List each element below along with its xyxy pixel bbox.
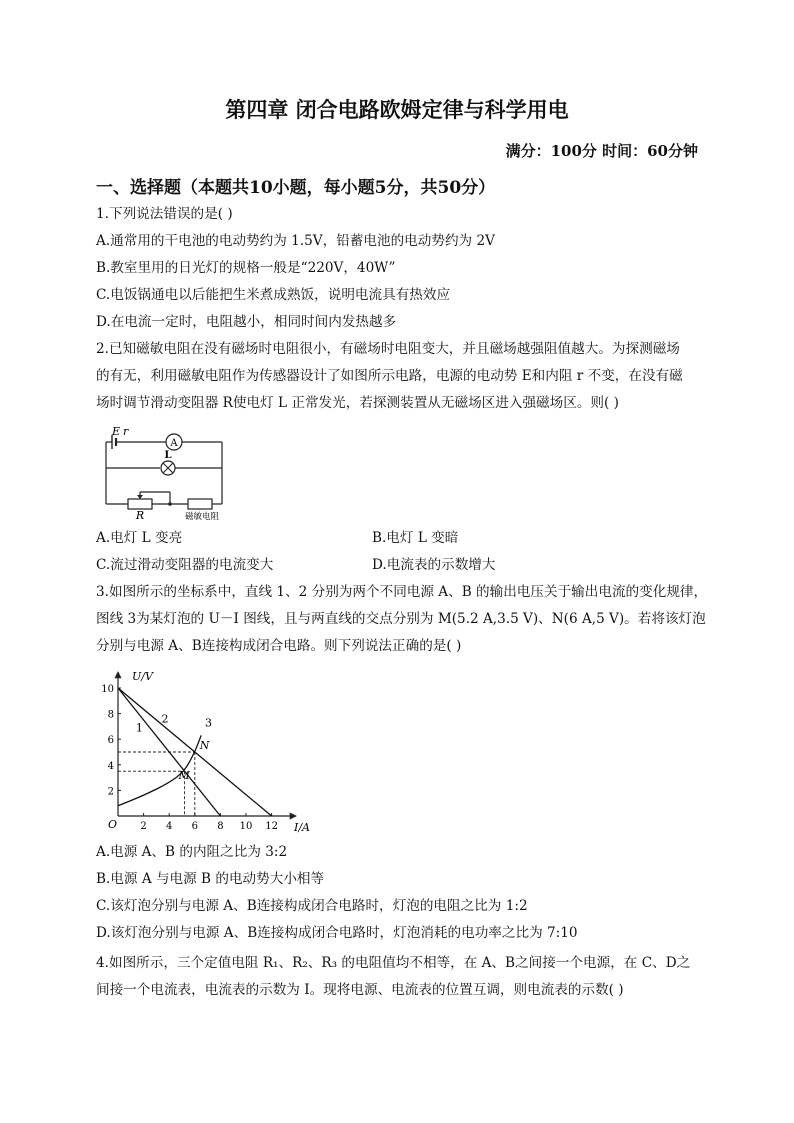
q2-stem-line-2: 的有无，利用磁敏电阻作为传感器设计了如图所示电路，电源的电动势 E和内阻 r 不变，在没有磁	[96, 368, 683, 384]
series-label-2: 2	[161, 712, 169, 726]
series-label-1: 1	[135, 721, 143, 735]
q2-stem-line-1: 2.已知磁敏电阻在没有磁场时电阻很小，有磁场时电阻变大，并且磁场越强阻值越大。为探测磁场	[96, 341, 680, 357]
battery-e-label: E	[112, 425, 121, 438]
point-label-N: N	[199, 739, 210, 752]
q1-option-d: D.在电流一定时，电阻越小，相同时间内发热越多	[96, 314, 397, 330]
q1-option-c: C.电饭锅通电以后能把生米煮成熟饭，说明电流具有热效应	[96, 287, 451, 303]
q4-stem-line-1: 4.如图所示，三个定值电阻 R₁、R₂、R₃ 的电阻值均不相等，在 A、B之间接一个电源，在 C、D之	[96, 955, 691, 971]
q3-option-b: B.电源 A 与电源 B 的电动势大小相等	[96, 871, 325, 887]
y-tick-label: 6	[107, 735, 114, 747]
x-tick-label: 10	[239, 821, 253, 832]
q1-stem: 1.下列说法错误的是( )	[96, 206, 233, 222]
q2-stem-line-3: 场时调节滑动变阻器 R使电灯 L 正常发光，若探测装置从无磁场区进入强磁场区。则( )	[96, 395, 619, 411]
lamp-label: L	[164, 450, 172, 461]
rheostat-icon	[128, 499, 152, 509]
x-tick-label: 4	[166, 821, 173, 832]
section-heading: 一、选择题（本题共10小题，每小题5分，共50分）	[96, 178, 496, 198]
sensor-resistor-icon	[188, 499, 212, 509]
q2-option-a: A.电灯 L 变亮	[96, 530, 183, 546]
y-axis-label: U/V	[132, 670, 153, 683]
q4-stem-line-2: 间接一个电流表，电流表的示数为 I。现将电源、电流表的位置互调，则电流表的示数( )	[96, 982, 624, 998]
y-tick-label: 10	[101, 684, 114, 695]
x-tick-label: 8	[217, 821, 224, 832]
q3-option-a: A.电源 A、B 的内阻之比为 3:2	[96, 844, 288, 860]
q1-option-a: A.通常用的干电池的电动势约为 1.5V，铅蓄电池的电动势约为 2V	[96, 233, 495, 249]
x-tick-label: 2	[140, 821, 147, 832]
ammeter-label: A	[170, 438, 178, 449]
q2-circuit-diagram	[96, 422, 236, 522]
q1-option-b: B.教室里用的日光灯的规格一般是“220V，40W”	[96, 260, 396, 276]
page-title: 第四章 闭合电路欧姆定律与科学用电	[225, 97, 569, 122]
battery-r-label: r	[123, 425, 129, 438]
series-label-3: 3	[205, 716, 213, 730]
sensor-resistor-label: 磁敏电阻	[184, 512, 220, 522]
q2-option-b: B.电灯 L 变暗	[372, 530, 459, 546]
y-tick-label: 2	[107, 786, 114, 798]
x-tick-label: 12	[265, 821, 278, 832]
q2-option-d: D.电流表的示数增大	[372, 557, 496, 573]
x-tick-label: 6	[191, 821, 198, 832]
y-tick-label: 4	[107, 760, 114, 772]
origin-label: O	[108, 818, 118, 831]
q3-option-d: D.该灯泡分别与电源 A、B连接构成闭合电路时，灯泡消耗的电功率之比为 7:10	[96, 925, 578, 941]
rheostat-label: R	[135, 509, 145, 522]
q2-option-c: C.流过滑动变阻器的电流变大	[96, 557, 274, 573]
q3-stem-line-1: 3.如图所示的坐标系中，直线 1、2 分别为两个不同电源 A、B 的输出电压关于输出电流的变化规律，	[96, 584, 708, 600]
q3-option-c: C.该灯泡分别与电源 A、B连接构成闭合电路时，灯泡的电阻之比为 1:2	[96, 898, 528, 914]
point-label-M: M	[178, 769, 190, 783]
rheostat-arrow	[137, 495, 143, 499]
q3-ui-chart	[96, 664, 322, 836]
q3-stem-line-3: 分别与电源 A、B连接构成闭合电路。则下列说法正确的是( )	[96, 638, 462, 654]
y-tick-label: 8	[107, 709, 114, 721]
x-axis-label: I/A	[294, 821, 310, 834]
q3-stem-line-2: 图线 3为某灯泡的 U－I 图线，且与两直线的交点分别为 M(5.2 A,3.5 V)、N(6 A,5 V)。若将该灯泡	[96, 611, 706, 627]
exam-meta: 满分：100分 时间：60分钟	[505, 142, 698, 160]
